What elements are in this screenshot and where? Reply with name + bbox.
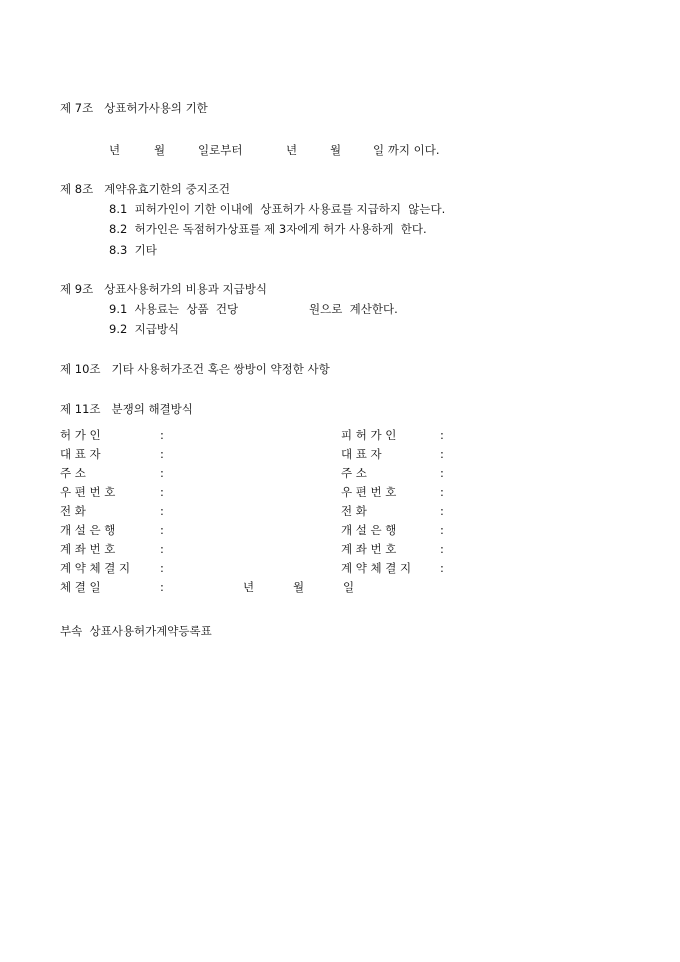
article10-heading: 제 10조 기타 사용허가조건 혹은 쌍방이 약정한 사항	[60, 362, 330, 376]
right-colon: :	[440, 542, 444, 556]
article9-item-2: 9.2 지급방식	[109, 322, 180, 336]
right-label-phone: 전 화	[341, 504, 367, 518]
article8-item-2: 8.2 허가인은 독점허가상표를 제 3자에게 허가 사용하게 한다.	[109, 222, 427, 236]
article7-year2: 년	[286, 143, 298, 157]
left-colon: :	[160, 561, 164, 575]
right-label-account: 계 좌 번 호	[341, 542, 397, 556]
article8-heading: 제 8조 계약유효기한의 중지조건	[60, 182, 231, 196]
left-label-contract-place: 계 약 체 결 지	[60, 561, 131, 575]
left-colon: :	[160, 428, 164, 442]
left-colon: :	[160, 485, 164, 499]
article9-heading: 제 9조 상표사용허가의 비용과 지급방식	[60, 282, 267, 296]
left-label-representative: 대 표 자	[60, 447, 101, 461]
right-colon: :	[440, 428, 444, 442]
article7-year1: 년	[109, 143, 121, 157]
left-label-bank: 개 설 은 행	[60, 523, 116, 537]
left-label-phone: 전 화	[60, 504, 86, 518]
right-label-postal-code: 우 편 번 호	[341, 485, 397, 499]
right-label-address: 주 소	[341, 466, 367, 480]
attachment-note: 부속 상표사용허가계약등록표	[60, 624, 212, 638]
left-label-account: 계 좌 번 호	[60, 542, 116, 556]
article7-day-until: 일 까지 이다.	[373, 143, 440, 157]
left-colon: :	[160, 504, 164, 518]
article8-item-3: 8.3 기타	[109, 243, 157, 257]
article7-day-from: 일로부터	[198, 143, 243, 157]
contract-date-day: 일	[343, 580, 355, 594]
article7-month2: 월	[330, 143, 342, 157]
left-label-postal-code: 우 편 번 호	[60, 485, 116, 499]
article7-month1: 월	[154, 143, 166, 157]
right-colon: :	[440, 523, 444, 537]
right-colon: :	[440, 447, 444, 461]
left-label-licensor: 허 가 인	[60, 428, 101, 442]
contract-date-label: 체 결 일	[60, 580, 101, 594]
right-colon: :	[440, 485, 444, 499]
contract-date-month: 월	[293, 580, 305, 594]
right-label-licensee: 피 허 가 인	[341, 428, 397, 442]
right-colon: :	[440, 504, 444, 518]
left-colon: :	[160, 447, 164, 461]
contract-date-year: 년	[243, 580, 255, 594]
right-label-contract-place: 계 약 체 결 지	[341, 561, 412, 575]
article7-heading: 제 7조 상표허가사용의 기한	[60, 101, 208, 115]
article8-item-1: 8.1 피허가인이 기한 이내에 상표허가 사용료를 지급하지 않는다.	[109, 202, 446, 216]
left-colon: :	[160, 523, 164, 537]
left-colon: :	[160, 466, 164, 480]
left-colon: :	[160, 542, 164, 556]
left-label-address: 주 소	[60, 466, 86, 480]
right-label-representative: 대 표 자	[341, 447, 382, 461]
article9-item-1-b: 원으로 계산한다.	[309, 302, 398, 316]
article11-heading: 제 11조 분쟁의 해결방식	[60, 402, 193, 416]
right-colon: :	[440, 561, 444, 575]
right-colon: :	[440, 466, 444, 480]
contract-date-colon: :	[160, 580, 164, 594]
article9-item-1-a: 9.1 사용료는 상품 건당	[109, 302, 239, 316]
right-label-bank: 개 설 은 행	[341, 523, 397, 537]
